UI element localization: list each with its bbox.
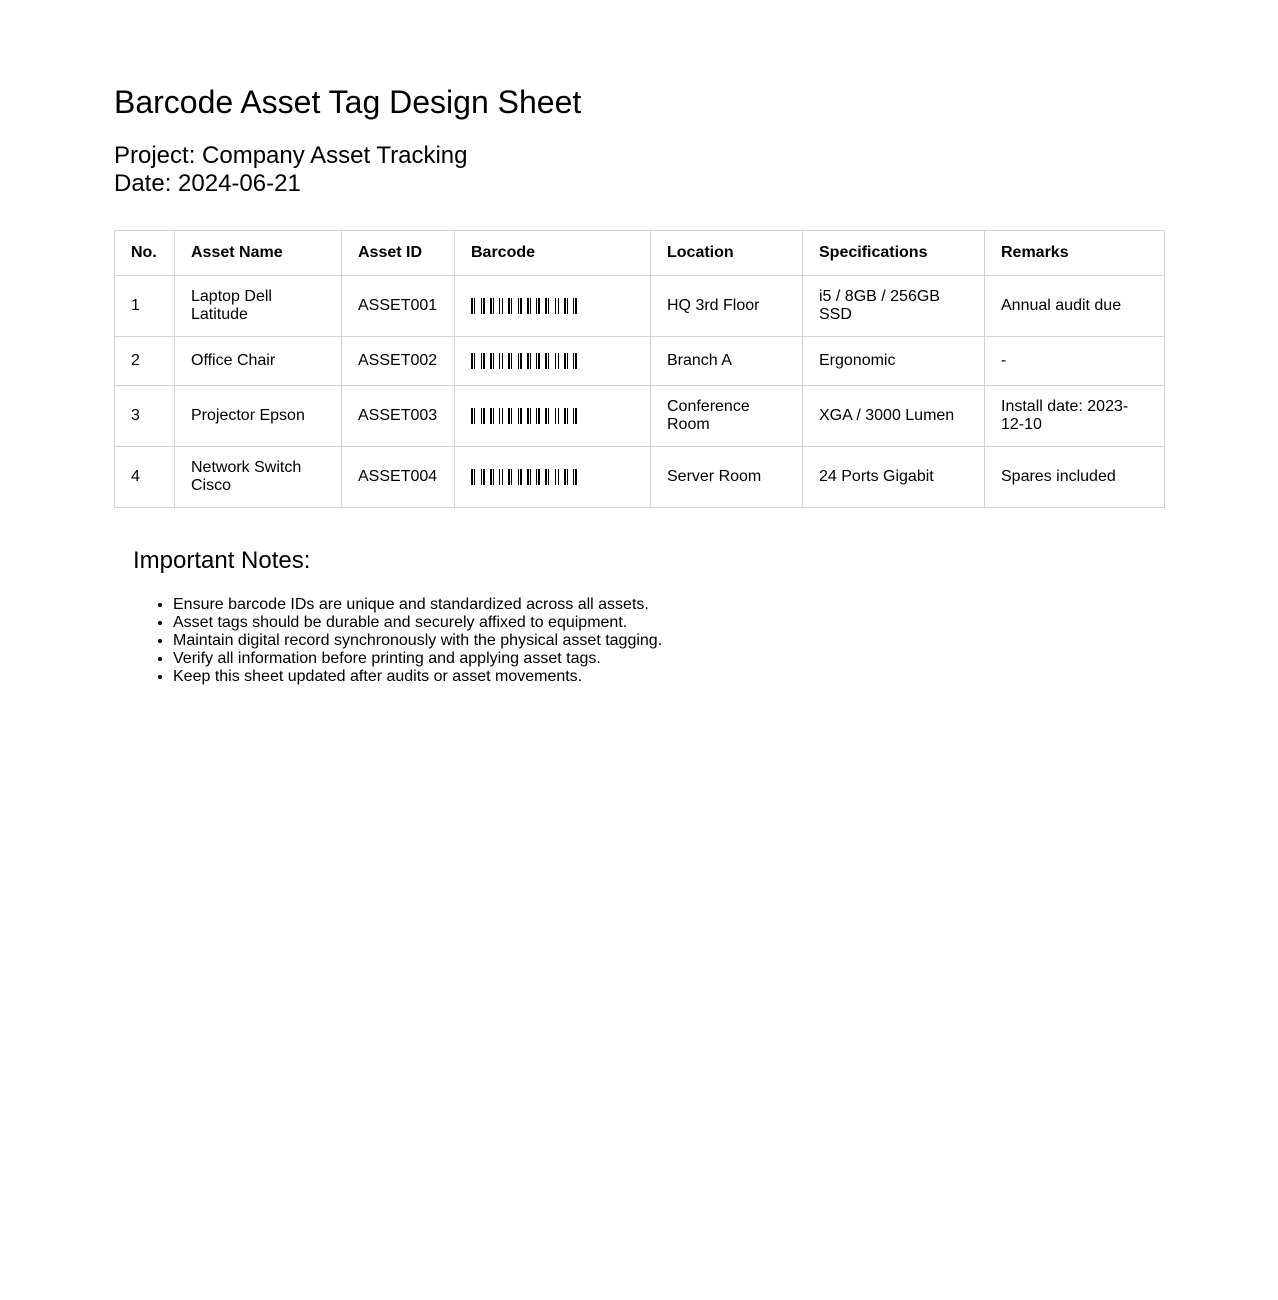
sheet-meta (114, 142, 467, 198)
barcode-bar (567, 298, 568, 314)
barcode-bar (483, 298, 485, 314)
barcode-bar (575, 408, 577, 424)
barcode-bar (474, 353, 475, 369)
barcode-bar (490, 408, 492, 424)
cell-asset-name: Office Chair (175, 337, 342, 386)
page-title: Barcode Asset Tag Design Sheet (114, 84, 582, 120)
barcode-image (471, 353, 631, 369)
cell-no: 2 (115, 337, 175, 386)
cell-specifications: XGA / 3000 Lumen (803, 386, 985, 447)
barcode-bar (474, 408, 475, 424)
barcode-bar (555, 353, 556, 369)
cell-barcode (455, 386, 651, 447)
header-asset-name: Asset Name (175, 231, 342, 276)
barcode-bar (573, 298, 574, 314)
barcode-bar (518, 469, 519, 485)
barcode-bar (490, 298, 492, 314)
notes-list (133, 596, 1033, 686)
barcode-bar (520, 353, 522, 369)
barcode-bar (483, 353, 485, 369)
barcode-bar (545, 353, 547, 369)
barcode-bar (548, 353, 549, 369)
header-no: No. (115, 231, 175, 276)
cell-barcode (455, 447, 651, 508)
barcode-bar (564, 408, 566, 424)
barcode-bar (536, 408, 537, 424)
cell-barcode (455, 337, 651, 386)
header-location: Location (651, 231, 803, 276)
barcode-bar (508, 298, 510, 314)
important-notes (133, 546, 1033, 686)
barcode-bar (499, 298, 500, 314)
barcode-bar (502, 408, 503, 424)
barcode-bar (508, 408, 510, 424)
cell-location: Conference Room (651, 386, 803, 447)
asset-table (114, 230, 1165, 508)
barcode-bar (564, 298, 566, 314)
list-item: • Maintain digital record synchronously with the physical asset tagging. (173, 632, 1033, 650)
barcode-bar (538, 353, 540, 369)
header-specifications: Specifications (803, 231, 985, 276)
barcode-bar (481, 469, 482, 485)
table-header-row (115, 231, 1165, 276)
cell-asset-name: Projector Epson (175, 386, 342, 447)
cell-remarks: Annual audit due (985, 276, 1165, 337)
notes-heading: Important Notes: (133, 547, 311, 574)
barcode-bar (538, 469, 540, 485)
barcode-bar (520, 408, 522, 424)
cell-barcode (455, 276, 651, 337)
barcode-bar (471, 408, 473, 424)
barcode-bar (471, 469, 473, 485)
barcode-bar (511, 298, 512, 314)
barcode-bar (564, 353, 566, 369)
barcode-bar (511, 469, 512, 485)
barcode-bar (520, 469, 522, 485)
barcode-bar (527, 353, 529, 369)
date-label: Date: 2024-06-21 (114, 170, 301, 197)
barcode-bar (490, 469, 492, 485)
barcode-bar (481, 298, 482, 314)
barcode-bar (575, 353, 577, 369)
barcode-bar (527, 469, 529, 485)
barcode-bar (493, 353, 494, 369)
cell-remarks: Install date: 2023-12-10 (985, 386, 1165, 447)
barcode-bar (536, 353, 537, 369)
header-asset-id: Asset ID (342, 231, 455, 276)
barcode-bar (493, 469, 494, 485)
header-remarks: Remarks (985, 231, 1165, 276)
barcode-bar (502, 469, 503, 485)
barcode-bar (538, 298, 540, 314)
cell-location: HQ 3rd Floor (651, 276, 803, 337)
list-item: • Asset tags should be durable and securely affixed to equipment. (173, 614, 1033, 632)
cell-asset-id: ASSET004 (342, 447, 455, 508)
barcode-bar (530, 298, 531, 314)
barcode-bar (564, 469, 566, 485)
barcode-bar (527, 298, 529, 314)
barcode-bar (499, 469, 500, 485)
cell-asset-name: Network Switch Cisco (175, 447, 342, 508)
barcode-bar (555, 298, 556, 314)
barcode-bar (471, 353, 473, 369)
barcode-bar (518, 353, 519, 369)
cell-specifications: 24 Ports Gigabit (803, 447, 985, 508)
cell-location: Branch A (651, 337, 803, 386)
barcode-bar (490, 353, 492, 369)
barcode-bar (508, 353, 510, 369)
barcode-bar (545, 298, 547, 314)
barcode-bar (474, 298, 475, 314)
cell-location: Server Room (651, 447, 803, 508)
barcode-image (471, 298, 631, 314)
cell-remarks: Spares included (985, 447, 1165, 508)
barcode-bar (558, 408, 559, 424)
cell-asset-id: ASSET003 (342, 386, 455, 447)
list-item: • Verify all information before printing and applying asset tags. (173, 650, 1033, 668)
barcode-bar (545, 469, 547, 485)
barcode-bar (499, 408, 500, 424)
barcode-image (471, 469, 631, 485)
barcode-bar (471, 298, 473, 314)
cell-asset-id: ASSET001 (342, 276, 455, 337)
barcode-bar (493, 408, 494, 424)
cell-specifications: Ergonomic (803, 337, 985, 386)
barcode-bar (536, 469, 537, 485)
barcode-bar (502, 353, 503, 369)
barcode-bar (536, 298, 537, 314)
barcode-bar (530, 469, 531, 485)
list-item: • Keep this sheet updated after audits or asset movements. (173, 668, 1033, 686)
barcode-bar (575, 469, 577, 485)
barcode-bar (511, 353, 512, 369)
barcode-bar (481, 408, 482, 424)
table-row (115, 276, 1165, 337)
barcode-bar (567, 408, 568, 424)
barcode-bar (555, 469, 556, 485)
barcode-bar (502, 298, 503, 314)
barcode-bar (538, 408, 540, 424)
table-row (115, 386, 1165, 447)
barcode-bar (575, 298, 577, 314)
header-barcode: Barcode (455, 231, 651, 276)
cell-remarks: - (985, 337, 1165, 386)
barcode-bar (530, 353, 531, 369)
cell-no: 3 (115, 386, 175, 447)
barcode-bar (518, 298, 519, 314)
barcode-bar (567, 353, 568, 369)
barcode-bar (483, 469, 485, 485)
barcode-bar (558, 469, 559, 485)
barcode-bar (548, 469, 549, 485)
barcode-bar (493, 298, 494, 314)
barcode-bar (527, 408, 529, 424)
barcode-bar (518, 408, 519, 424)
barcode-bar (508, 469, 510, 485)
cell-asset-name: Laptop Dell Latitude (175, 276, 342, 337)
table-row (115, 337, 1165, 386)
barcode-bar (483, 408, 485, 424)
table-row (115, 447, 1165, 508)
barcode-bar (567, 469, 568, 485)
barcode-bar (481, 353, 482, 369)
list-item: • Ensure barcode IDs are unique and standardized across all assets. (173, 596, 1033, 614)
barcode-bar (548, 408, 549, 424)
project-label: Project: Company Asset Tracking (114, 142, 468, 169)
barcode-image (471, 408, 631, 424)
barcode-bar (558, 353, 559, 369)
cell-no: 1 (115, 276, 175, 337)
barcode-bar (573, 353, 574, 369)
barcode-bar (499, 353, 500, 369)
barcode-bar (555, 408, 556, 424)
barcode-bar (474, 469, 475, 485)
barcode-bar (530, 408, 531, 424)
barcode-bar (511, 408, 512, 424)
barcode-bar (545, 408, 547, 424)
cell-specifications: i5 / 8GB / 256GB SSD (803, 276, 985, 337)
barcode-bar (558, 298, 559, 314)
cell-no: 4 (115, 447, 175, 508)
cell-asset-id: ASSET002 (342, 337, 455, 386)
barcode-bar (573, 408, 574, 424)
barcode-bar (573, 469, 574, 485)
barcode-bar (520, 298, 522, 314)
barcode-bar (548, 298, 549, 314)
